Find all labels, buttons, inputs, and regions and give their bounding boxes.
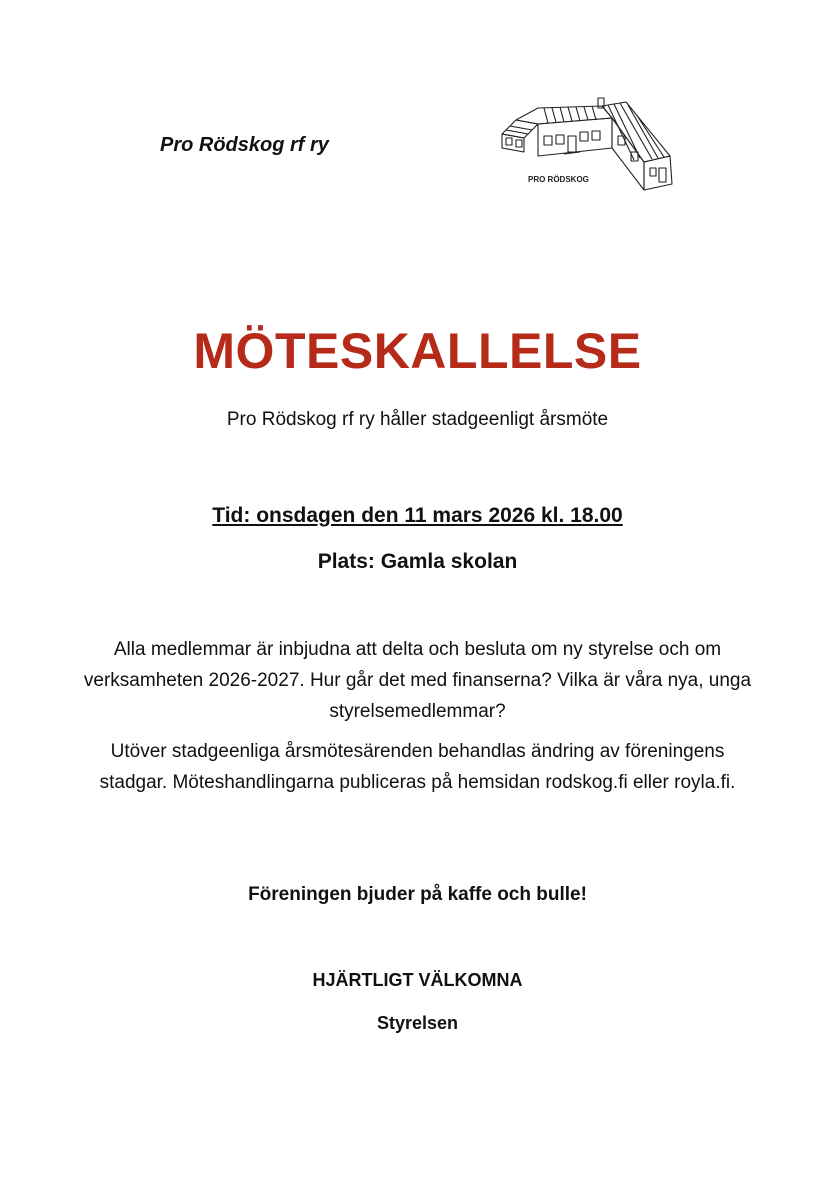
meeting-time: Tid: onsdagen den 11 mars 2026 kl. 18.00	[212, 504, 623, 527]
signature: Styrelsen	[376, 1013, 459, 1033]
invitation-paragraph: Alla medlemmar är inbjudna att delta och besluta om ny styrelse och om verksamheten 2026-2027. Hur går det med finanserna? Vilka är våra nya, unga styrelsemedlemmar?	[83, 639, 752, 722]
school-building-icon	[494, 96, 684, 198]
page-title: MÖTESKALLELSE	[193, 323, 642, 379]
welcome-text: HJÄRTLIGT VÄLKOMNA	[312, 970, 523, 990]
intro-text: Pro Rödskog rf ry håller stadgeenligt årsmöte	[226, 409, 609, 430]
agenda-paragraph: Utöver stadgeenliga årsmötesärenden behandlas ändring av föreningens stadgar. Möteshandlingarna publiceras på hemsidan rodskog.fi eller royla.fi.	[99, 741, 736, 793]
coffee-note: Föreningen bjuder på kaffe och bulle!	[248, 884, 587, 905]
meeting-place: Plats: Gamla skolan	[317, 550, 518, 573]
school-building-logo	[494, 96, 684, 198]
logo-caption: PRO RÖDSKOG	[528, 175, 589, 184]
organization-name: Pro Rödskog rf ry	[160, 134, 329, 156]
